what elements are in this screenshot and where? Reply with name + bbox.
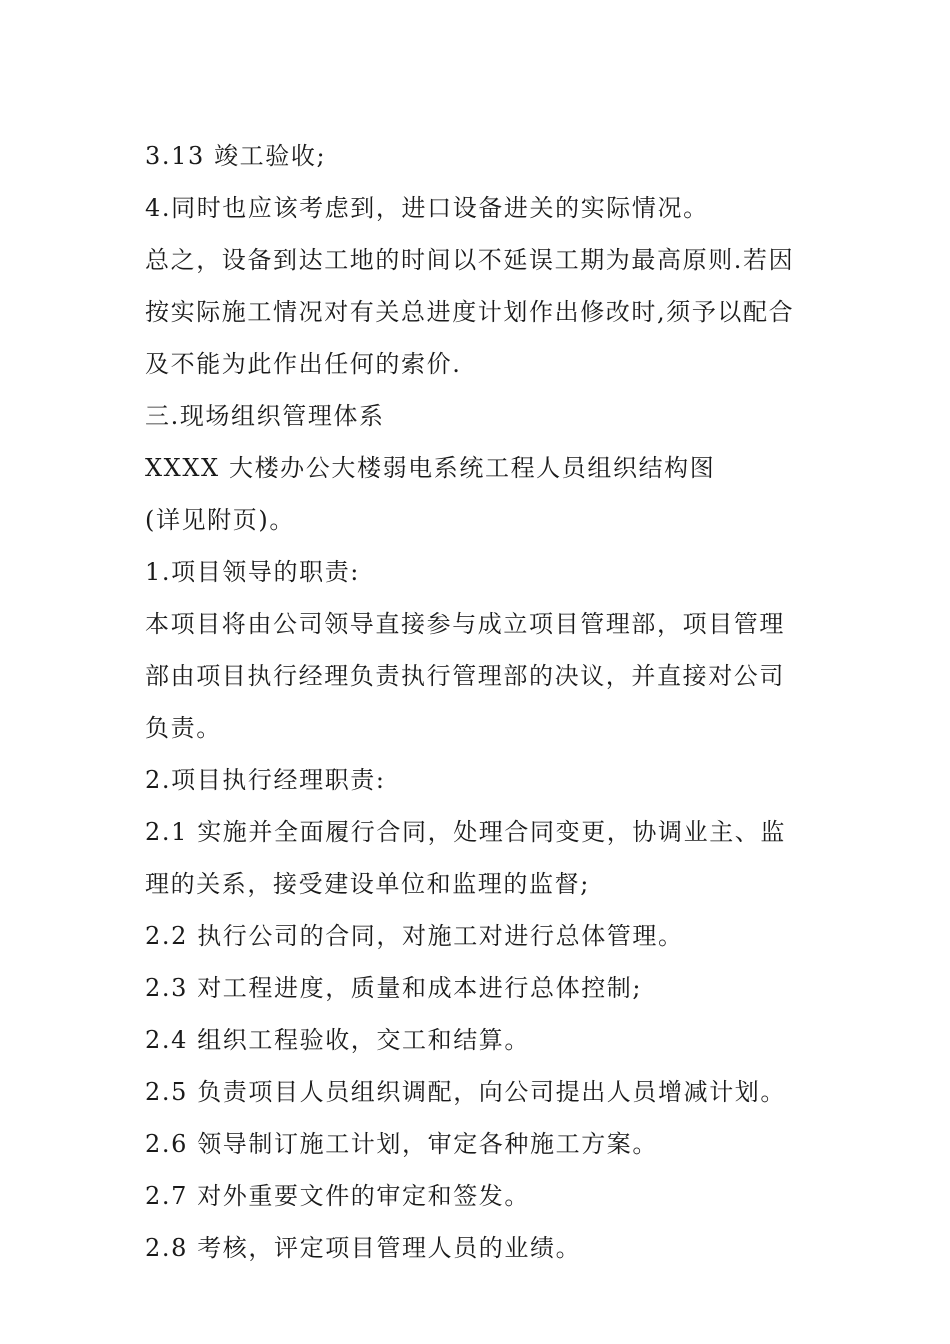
text-line: 负责。 [145,714,222,742]
subsection-heading: 2.项目执行经理职责: [145,766,386,794]
text-line: 及不能为此作出任何的索价. [145,350,462,378]
list-item: 2.6 领导制订施工计划，审定各种施工方案。 [145,1130,658,1158]
list-item: 2.4 组织工程验收，交工和结算。 [145,1026,530,1054]
text-line: XXXX 大楼办公大楼弱电系统工程人员组织结构图 [145,454,716,482]
text-line: 3.13 竣工验收; [145,142,327,170]
list-item: 2.2 执行公司的合同，对施工对进行总体管理。 [145,922,684,950]
subsection-heading: 1.项目领导的职责: [145,558,360,586]
list-item: 2.3 对工程进度，质量和成本进行总体控制; [145,974,643,1002]
list-item-continuation: 理的关系，接受建设单位和监理的监督; [145,870,590,898]
text-line: 按实际施工情况对有关总进度计划作出修改时,须予以配合 [145,298,795,326]
document-body [145,130,810,1274]
list-item: 2.7 对外重要文件的审定和签发。 [145,1182,530,1210]
text-line: 总之，设备到达工地的时间以不延误工期为最高原则.若因 [145,246,795,274]
text-line: 本项目将由公司领导直接参与成立项目管理部，项目管理 [145,610,785,638]
text-line: (详见附页)。 [145,506,295,534]
list-item: 2.1 实施并全面履行合同，处理合同变更，协调业主、监 [145,818,786,846]
list-item: 2.5 负责项目人员组织调配，向公司提出人员增减计划。 [145,1078,786,1106]
list-item: 2.8 考核，评定项目管理人员的业绩。 [145,1234,582,1262]
text-line: 4.同时也应该考虑到，进口设备进关的实际情况。 [145,194,709,222]
text-line: 部由项目执行经理负责执行管理部的决议，并直接对公司 [145,662,785,690]
section-heading: 三.现场组织管理体系 [145,402,385,430]
